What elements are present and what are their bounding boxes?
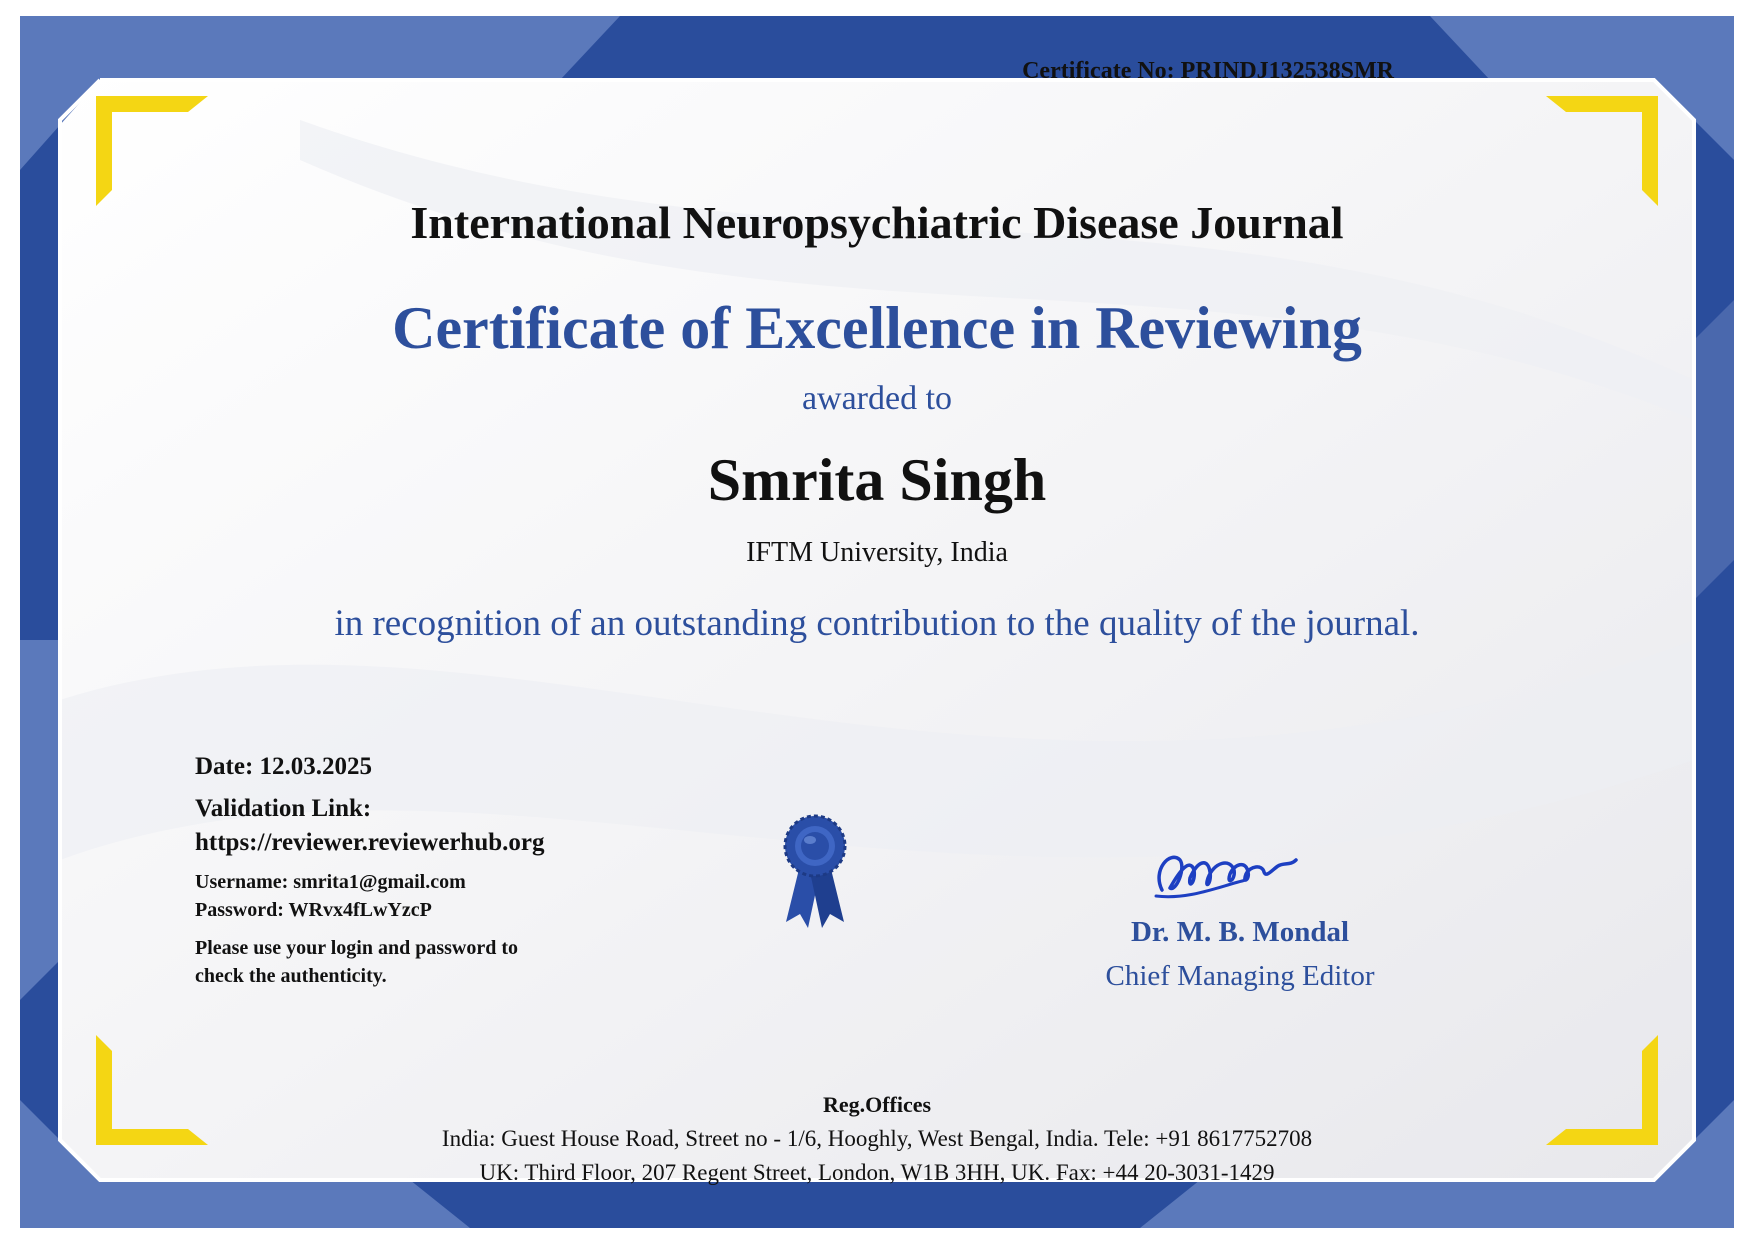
- validation-link-label: Validation Link:: [195, 795, 372, 822]
- signature-icon: [1150, 830, 1310, 910]
- signatory-name: Dr. M. B. Mondal: [1130, 916, 1350, 948]
- certificate-number: Certificate No: PRINDJ132538SMR: [1022, 58, 1394, 84]
- awarded-to-label: awarded to: [801, 380, 953, 417]
- reg-office-uk: UK: Third Floor, 207 Regent Street, London, W1B 3HH, UK. Fax: +44 20-3031-1429: [479, 1160, 1275, 1185]
- reg-office-india: India: Guest House Road, Street no - 1/6, Hooghly, West Bengal, India. Tele: +91 8617752708: [441, 1126, 1313, 1151]
- username: Username: smrita1@gmail.com: [195, 871, 466, 893]
- signatory-role: Chief Managing Editor: [1105, 960, 1375, 992]
- certificate-title: Certificate of Excellence in Reviewing: [392, 295, 1362, 361]
- reg-offices-title: Reg.Offices: [822, 1092, 932, 1117]
- password: Password: WRvx4fLwYzcP: [195, 899, 432, 921]
- journal-name: International Neuropsychiatric Disease Journal: [410, 197, 1344, 248]
- issue-date: Date: 12.03.2025: [195, 753, 373, 780]
- recipient-affiliation: IFTM University, India: [746, 537, 1008, 568]
- authenticity-note-line1: Please use your login and password to: [195, 937, 519, 959]
- validation-link[interactable]: https://reviewer.reviewerhub.org: [195, 829, 545, 856]
- recognition-statement: in recognition of an outstanding contribution to the quality of the journal.: [334, 603, 1420, 644]
- ribbon-award-icon: [780, 810, 850, 930]
- validation-details: [195, 750, 665, 990]
- recipient-name: Smrita Singh: [707, 447, 1047, 513]
- authenticity-note-line2: check the authenticity.: [195, 965, 387, 987]
